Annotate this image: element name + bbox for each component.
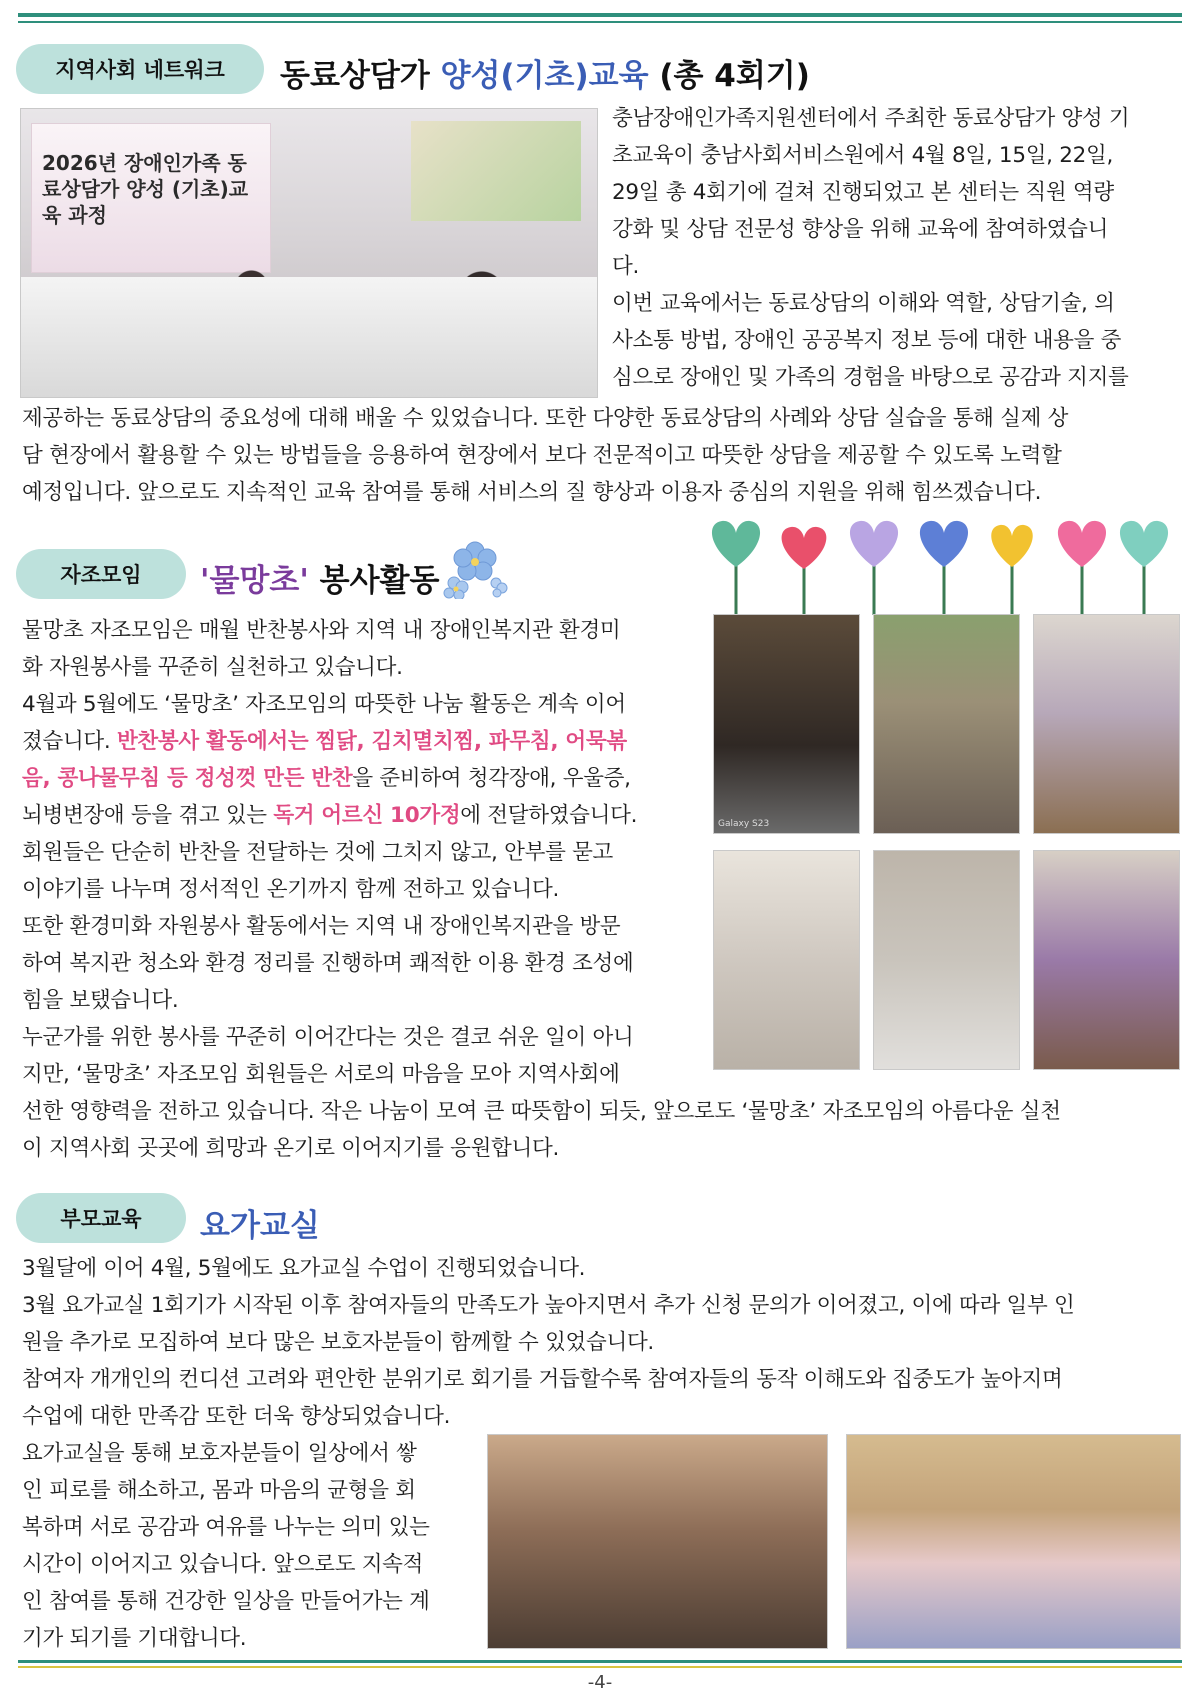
seminar-banner	[31, 123, 271, 273]
section2-title	[200, 555, 439, 600]
text-line: 원을 추가로 모집하여 보다 많은 보호자분들이 함께할 수 있었습니다.	[22, 1330, 654, 1355]
text-line: 이 지역사회 곳곳에 희망과 온기로 이어지기를 응원합니다.	[22, 1136, 559, 1161]
section1-paragraph2-full	[22, 400, 1182, 511]
text-line	[22, 723, 702, 760]
text-line: 하여 복지관 청소와 환경 정리를 진행하며 쾌적한 이용 환경 조성에	[22, 951, 634, 976]
text-line: 화 자원봉사를 꾸준히 실천하고 있습니다.	[22, 655, 403, 680]
text-line: 다.	[612, 254, 640, 279]
seminar-photo	[20, 108, 598, 398]
heart-flower-icon	[1058, 521, 1106, 615]
text-span: 에 전달하였습니다.	[460, 803, 638, 828]
text-line: 기가 되기를 기대합니다.	[22, 1626, 247, 1651]
banner-text: 2026년 장애인가족 동료상담가 양성 (기초)교육 과정	[42, 151, 249, 227]
section2-title-highlight: '물망초'	[200, 563, 309, 599]
text-line: 물망초 자조모임은 매월 반찬봉사와 지역 내 장애인복지관 환경미	[22, 618, 621, 643]
tables-shape	[21, 277, 597, 397]
heart-flower-icon	[712, 521, 760, 615]
text-line: 시간이 이어지고 있습니다. 앞으로도 지속적	[22, 1552, 424, 1577]
bottom-rule-thick	[18, 1660, 1182, 1663]
text-line: 요가교실을 통해 보호자분들이 일상에서 쌓	[22, 1441, 417, 1466]
text-line: 회원들은 단순히 반찬을 전달하는 것에 그치지 않고, 안부를 묻고	[22, 840, 614, 865]
highlight-text: 음, 콩나물무침 등 정성껏 만든 반찬	[22, 766, 353, 791]
section2-paragraph	[22, 612, 702, 1093]
text-line: 강화 및 상담 전문성 향상을 위해 교육에 참여하였습니	[612, 217, 1109, 242]
section-tag-label: 지역사회 네트워크	[55, 58, 225, 82]
heart-flower-decoration	[698, 517, 1182, 617]
text-line: 사소통 방법, 장애인 공공복지 정보 등에 대한 내용을 중	[612, 328, 1122, 353]
text-line: 초교육이 충남사회서비스원에서 4월 8일, 15일, 22일,	[612, 143, 1113, 168]
text-line: 힘을 보탰습니다.	[22, 988, 179, 1013]
section3-paragraph-full	[22, 1250, 1182, 1435]
text-line: 인 피로를 해소하고, 몸과 마음의 균형을 회	[22, 1478, 416, 1503]
section1-title-part-a: 동료상담가	[280, 58, 441, 94]
section-tag-self-help-group	[16, 549, 186, 599]
text-line: 충남장애인가족지원센터에서 주최한 동료상담가 양성 기	[612, 106, 1130, 131]
text-line: 참여자 개개인의 컨디션 고려와 편안한 분위기로 회기를 거듭할수록 참여자들의 동작 이해도와 집중도가 높아지며	[22, 1367, 1063, 1392]
section1-title-part-c: (총 4회기)	[648, 58, 810, 94]
text-line: 29일 총 4회기에 걸쳐 진행되었고 본 센터는 직원 역량	[612, 180, 1114, 205]
text-line: 누군가를 위한 봉사를 꾸준히 이어간다는 것은 결코 쉬운 일이 아니	[22, 1025, 634, 1050]
yoga-photo-class	[846, 1434, 1181, 1649]
text-line: 3월 요가교실 1회기가 시작된 이후 참여자들의 만족도가 높아지면서 추가 신청 문의가 이어졌고, 이에 따라 일부 인	[22, 1293, 1075, 1318]
volunteer-photo-visit	[1033, 850, 1180, 1070]
text-line: 심으로 장애인 및 가족의 경험을 바탕으로 공감과 지지를	[612, 365, 1129, 390]
text-line: 인 참여를 통해 건강한 일상을 만들어가는 계	[22, 1589, 430, 1614]
text-line: 담 현장에서 활용할 수 있는 방법들을 응용하여 현장에서 보다 전문적이고 따뜻한 상담을 제공할 수 있도록 노력할	[22, 443, 1062, 468]
volunteer-photo-cooking	[713, 614, 860, 834]
text-line: 복하며 서로 공감과 여유를 나누는 의미 있는	[22, 1515, 430, 1540]
projector-screen	[411, 121, 581, 221]
volunteer-photo-delivery	[1033, 614, 1180, 834]
text-line: 예정입니다. 앞으로도 지속적인 교육 참여를 통해 서비스의 질 향상과 이용자 중심의 지원을 위해 힘쓰겠습니다.	[22, 480, 1042, 505]
forget-me-not-flower-icon	[440, 533, 510, 599]
text-line: 지만, ‘물망초’ 자조모임 회원들은 서로의 마음을 모아 지역사회에	[22, 1062, 620, 1087]
photo-caption: Galaxy S23	[718, 819, 770, 829]
volunteer-photo-cleaning-sink	[713, 850, 860, 1070]
section-tag-label: 부모교육	[60, 1207, 142, 1231]
heart-flower-icon	[920, 521, 968, 615]
section-tag-parent-education	[16, 1193, 186, 1243]
text-line: 4월과 5월에도 ‘물망초’ 자조모임의 따뜻한 나눔 활동은 계속 이어	[22, 692, 626, 717]
volunteer-photo-cleaning-floor	[873, 850, 1020, 1070]
section3-title: 요가교실	[200, 1208, 320, 1244]
section2-title-part-b: 봉사활동	[308, 563, 440, 599]
top-rule-thin	[18, 21, 1182, 23]
bottom-rule-thin	[18, 1666, 1182, 1668]
section-tag-label: 자조모임	[60, 563, 142, 587]
text-line	[22, 760, 702, 797]
text-line: 수업에 대한 만족감 또한 더욱 향상되었습니다.	[22, 1404, 451, 1429]
section2-paragraph-full	[22, 1093, 1182, 1167]
highlight-text: 반찬봉사 활동에서는 찜닭, 김치멸치찜, 파무침, 어묵볶	[116, 729, 627, 754]
text-line: 3월달에 이어 4월, 5월에도 요가교실 수업이 진행되었습니다.	[22, 1256, 586, 1281]
text-line: 제공하는 동료상담의 중요성에 대해 배울 수 있었습니다. 또한 다양한 동료상담의 사례와 상담 실습을 통해 실제 상	[22, 406, 1069, 431]
heart-flower-icon	[1120, 521, 1168, 615]
text-line: 이야기를 나누며 정서적인 온기까지 함께 전하고 있습니다.	[22, 877, 559, 902]
text-line: 또한 환경미화 자원봉사 활동에서는 지역 내 장애인복지관을 방문	[22, 914, 621, 939]
heart-flower-icon	[850, 521, 898, 615]
text-line	[22, 797, 702, 834]
heart-flower-icon	[991, 525, 1032, 615]
section1-title-highlight: 양성(기초)교육	[440, 58, 649, 94]
page-number: -4-	[587, 1672, 613, 1693]
volunteer-photo-preparing	[873, 614, 1020, 834]
yoga-photo-group-talk	[487, 1434, 828, 1649]
section1-title	[280, 50, 810, 95]
text-line: 선한 영향력을 전하고 있습니다. 작은 나눔이 모여 큰 따뜻함이 되듯, 앞으로도 ‘물망초’ 자조모임의 아름다운 실천	[22, 1099, 1061, 1124]
highlight-text: 독거 어르신 10가정	[273, 803, 461, 828]
section3-paragraph-side	[22, 1435, 474, 1657]
section-tag-community-network	[16, 44, 264, 94]
text-line: 이번 교육에서는 동료상담의 이해와 역할, 상담기술, 의	[612, 291, 1115, 316]
text-span: 졌습니다.	[22, 729, 117, 754]
text-span: 뇌병변장애 등을 겪고 있는	[22, 803, 274, 828]
top-rule-thick	[18, 13, 1182, 17]
heart-flower-icon	[782, 527, 827, 615]
text-span: 을 준비하여 청각장애, 우울증,	[352, 766, 631, 791]
section1-paragraph1	[612, 100, 1182, 396]
